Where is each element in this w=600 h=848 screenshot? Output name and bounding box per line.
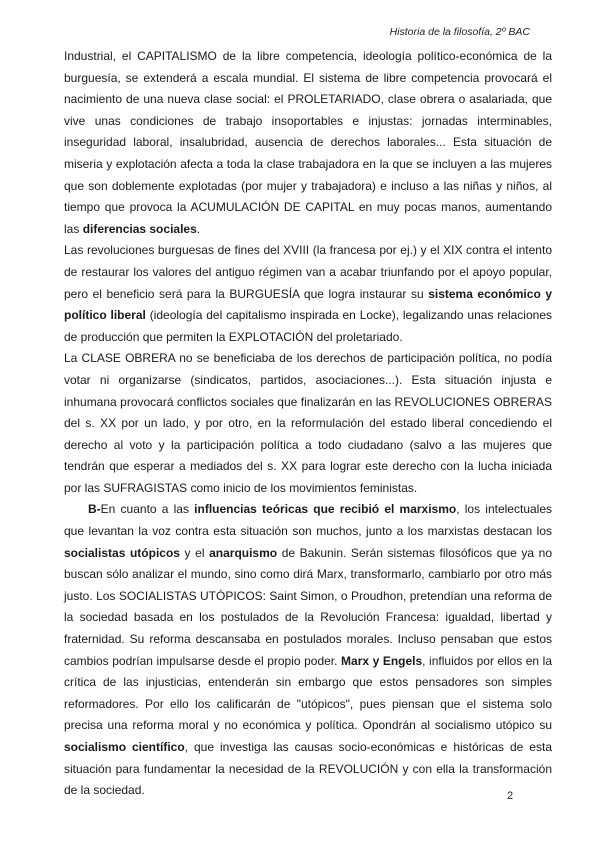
- bold-term: sistema económico y político liberal: [64, 286, 552, 323]
- section-marker: B-: [88, 502, 101, 517]
- page-header: Historia de la filosofía, 2º BAC: [389, 26, 530, 38]
- bold-term: anarquismo: [209, 545, 278, 560]
- bold-term: Marx y Engels: [341, 653, 423, 668]
- text-run: Industrial, el CAPITALISMO de la libre competencia, ideología político-económica de la burguesía, se extenderá a escala mundial. El sistema de libre competencia provocará el nacimiento de una nueva clase social: el PROLETARIADO, clase obrera o asalariada, que vive unas condiciones de trabajo insoportables e injustas: jornadas interminables, inseguridad laboral, insalubridad, ausencia de derechos laborales... Esta situación de miseria y explotación afecta a toda la clase trabajadora en la que se incluyen a las mujeres que son doblemente explotadas (por mujer y trabajadora) e incluso a las niñas y niños, al tiempo que provoca la ACUMULACIÓN DE CAPITAL en muy pocas manos, aumentando las: [64, 49, 552, 236]
- text-run: (ideología del capitalismo inspirada en Locke), legalizando unas relaciones de producción que permiten la EXPLOTACIÓN del proletariado.: [64, 308, 552, 344]
- paragraph-bourgeois-revolutions: [64, 240, 552, 348]
- bold-term: socialismo científico: [64, 740, 185, 754]
- bold-term: diferencias sociales: [82, 221, 197, 236]
- text-run: En cuanto a las: [100, 502, 195, 517]
- text-run: , que investiga las causas socio-económicas e históricas de esta situación para fundamentar la necesidad de la REVOLUCIÓN y con ella la transformación de la sociedad.: [64, 740, 552, 798]
- text-run: , influidos por ellos en la crítica de las injusticias, entenderán sin embargo que estos pensadores son simples reformadores. Por ello los calificarán de "utópicos", pues piensan que el sistema solo precisa una reforma moral y no económica y política. Opondrán al socialismo utópico su: [64, 653, 553, 733]
- page-number: 2: [507, 790, 514, 802]
- paragraph-capitalism: [64, 46, 552, 240]
- text-run: Las revoluciones burguesas de fines del XVIII (la francesa por ej.) y el XIX contra el intento de restaurar los valores del antiguo régimen van a acabar triunfando por el apoyo popular, pero el beneficio será para la BURGUESÍA que logra instaurar su: [64, 243, 552, 301]
- text-run: , los intelectuales que levantan la voz contra esta situación son muchos, junto a los marxistas destacan los: [64, 502, 553, 539]
- body-text: [64, 46, 552, 802]
- text-run: .: [196, 221, 201, 236]
- bold-term: influencias teóricas que recibió el marxismo: [194, 502, 457, 517]
- text-run: La CLASE OBRERA no se beneficiaba de los derechos de participación política, no podía votar ni organizarse (sindicatos, partidos, asociaciones...). Esta situación injusta e inhumana provocará conflictos sociales que finalizarán en las REVOLUCIONES OBRERAS del s. XX por un lado, y por otro, en la reformulación del estado liberal concediendo el derecho al voto y la participación política a todo ciudadano (salvo a las mujeres que tendrán que esperar a mediados del s. XX para lograr este derecho con la lucha iniciada por las SUFRAGISTAS como inicio de los movimientos feministas.: [64, 351, 552, 495]
- text-run: de Bakunin. Serán sistemas filosóficos que ya no buscan sólo analizar el mundo, sino como dirá Marx, transformarlo, cambiarlo por otro más justo. Los SOCIALISTAS UTÓPICOS: Saint Simon, o Proudhon, pretendían una reforma de la sociedad basada en los postulados de la Revolución Francesa: igualdad, libertad y fraternidad. Su reforma descansaba en postulados morales. Incluso pensaban que estos cambios podrían impulsarse desde el propio poder.: [64, 545, 552, 668]
- paragraph-working-class: [64, 348, 552, 499]
- paragraph-theoretical-influences: [64, 499, 552, 801]
- text-run: y el: [179, 545, 210, 560]
- bold-term: socialistas utópicos: [64, 545, 180, 560]
